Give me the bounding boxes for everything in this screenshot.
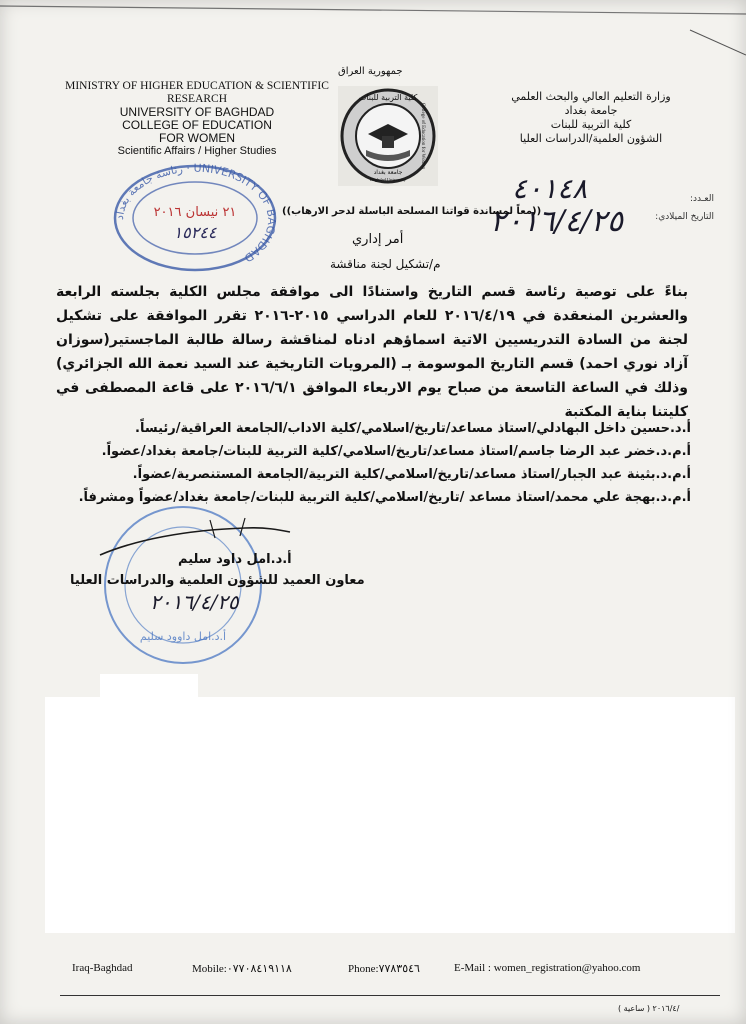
stamp-number: ١٥٢٤٤ <box>173 223 217 242</box>
footer-phone: Phone:٧٧٨٣٥٤٦ <box>348 963 420 975</box>
stamp-holder-name: أ.د.امل داوود سليم <box>139 630 227 643</box>
university-line: UNIVERSITY OF BAGHDAD <box>119 105 275 119</box>
reference-date: ٢٠١٦/٤/٢٥ <box>490 204 624 239</box>
committee-member-2: أ.م.د.خضر عبد الرضا جاسم/استاذ مساعد/تاريخ/اسلامي/كلية التربية للبنات/جامعة بغداد/عضواً. <box>101 444 691 459</box>
college-ar: كلية التربية للبنات <box>550 118 632 131</box>
signatory-name: أ.د.امل داود سليم <box>178 552 292 567</box>
order-type: أمر إداري <box>352 232 404 247</box>
logo-bottom-en: Baghdad University <box>369 177 407 182</box>
stamp-ring-text: رئاسة جامعة بغداد · UNIVERSITY OF BAGHDAD <box>112 161 279 265</box>
logo-top-text: كلية التربية للبنات <box>358 93 418 102</box>
signature-date: ٢٠١٦/٤/٢٥ <box>150 590 239 614</box>
reference-number: ٤٠١٤٨ <box>512 172 588 205</box>
date-label: التاريخ الميلادي: <box>655 212 714 222</box>
university-stamp <box>108 160 283 275</box>
republic-label: جمهورية العراق <box>338 66 403 77</box>
footer-divider <box>60 995 720 996</box>
body-paragraph: بناءً على توصية رئاسة قسم التاريخ واستنادًا الى موافقة مجلس الكلية بجلسته الرابعة والعشرين المنعقدة في ٢٠١٦/٤/١٩ للعام الدراسي ٢٠١٥-٢٠١٦ تقرر الموافقة على تشكيل لجنة من السادة التدريسيين الاتية اسماؤهم ادناه لمناقشة رسالة طالبة الماجستير(سوزان آزاد نوري احمد) قسم التاريخ الموسومة بـ (المرويات التاريخية عند السيد نعمة الله الجزائري) وذلك في الساعة التاسعة من صباح يوم الاربعاء الموافق ٢٠١٦/٦/١ على قاعة المصطفى في كليتنا بناية المكتبة <box>56 284 688 420</box>
college-logo <box>338 86 438 186</box>
footer-email: E-Mail : women_registration@yahoo.com <box>454 962 641 974</box>
ministry-ar: وزارة التعليم العالي والبحث العلمي <box>511 90 671 103</box>
university-ar: جامعة بغداد <box>564 104 618 117</box>
committee-member-4: أ.م.د.بهجة علي محمد/استاذ مساعد /تاريخ/اسلامي/كلية التربية للبنات/جامعة بغداد/عضواً ومشرفاً. <box>78 490 691 505</box>
footer-note: ( ساعية ) ٢٠١٦/٤/ <box>618 1004 680 1013</box>
number-label: العـدد: <box>690 194 714 204</box>
college-line: COLLEGE OF EDUCATION <box>122 118 272 132</box>
committee-member-3: أ.م.د.بثينة عبد الجبار/استاذ مساعد/تاريخ/اسلامي/كلية التربية/الجامعة المستنصرية/عضواً. <box>132 467 691 482</box>
header-english <box>62 80 332 158</box>
department-line: Scientific Affairs / Higher Studies <box>117 145 277 157</box>
redaction-block <box>45 697 735 933</box>
for-women-line: FOR WOMEN <box>159 131 235 145</box>
ministry-line: MINISTRY OF HIGHER EDUCATION & SCIENTIFIC <box>65 80 329 92</box>
department-ar: الشؤون العلمية/الدراسات العليا <box>519 132 663 145</box>
slogan: ((معاً لمساندة قواتنا المسلحة الباسلة لدحر الارهاب)) <box>282 206 542 217</box>
logo-side-text: College of Education for Women <box>420 102 425 170</box>
research-line: RESEARCH <box>166 93 228 105</box>
committee-member-1: أ.د.حسين داخل البهادلي/استاذ مساعد/تاريخ/اسلامي/كلية الاداب/الجامعة العراقية/رئيساً. <box>135 421 691 436</box>
footer-mobile: Mobile:٠٧٧٠٨٤١٩١١٨ <box>192 963 292 975</box>
logo-bottom-ar: جامعة بغداد <box>373 169 403 176</box>
footer-location: Iraq-Baghdad <box>72 962 133 974</box>
subject: م/تشكيل لجنة مناقشة <box>330 257 441 271</box>
signatory-title: معاون العميد للشؤون العلمية والدراسات العليا <box>70 573 365 588</box>
header-arabic <box>476 90 706 146</box>
stamp-date: ٢١ نيسان ٢٠١٦ <box>153 205 237 220</box>
